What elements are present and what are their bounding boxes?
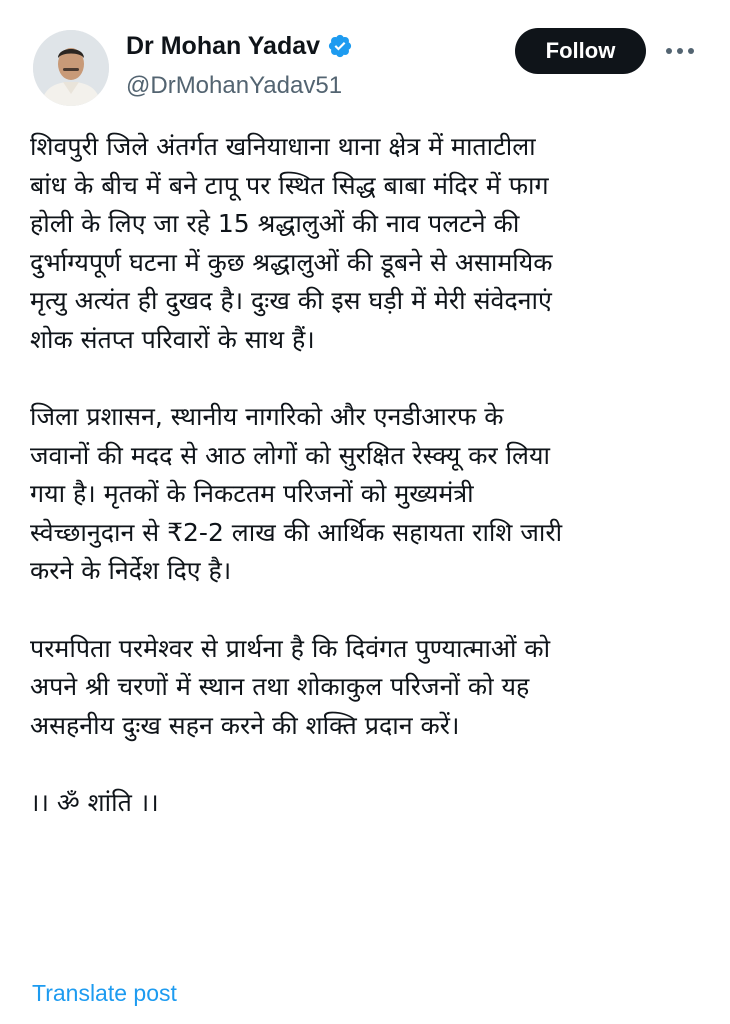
follow-button[interactable]: Follow — [515, 28, 646, 74]
author-display-name[interactable]: Dr Mohan Yadav — [126, 31, 321, 60]
avatar-image — [33, 30, 109, 106]
post-paragraph: ।। ॐ शांति ।। — [30, 788, 159, 817]
more-horizontal-icon — [665, 47, 695, 55]
author-name-row — [126, 28, 353, 64]
translate-post-link[interactable]: Translate post — [32, 980, 177, 1006]
post-paragraph: परमपिता परमेश्वर से प्रार्थना है कि दिवंगत पुण्यात्माओं को अपने श्री चरणों में स्थान तथा शोकाकुल परिजनों को यह असहनीय दुःख सहन करने की शक्ति प्रदान करें। — [30, 633, 551, 740]
post-text — [30, 128, 714, 823]
more-options-button[interactable] — [660, 34, 700, 68]
post-paragraph: शिवपुरी जिले अंतर्गत खनियाधाना थाना क्षेत्र में माताटीला बांध के बीच में बने टापू पर स्थित सिद्ध बाबा मंदिर में फाग होली के लिए जा रहे 15 श्रद्धालुओं की नाव पलटने की दुर्भाग्यपूर्ण घटना में कुछ श्रद्धालुओं की डूबने से असामयिक मृत्यु अत्यंत ही दुखद है। दुःख की इस घड़ी में मेरी संवेदनाएं शोक संतप्त परिवारों के साथ हैं। — [30, 132, 553, 354]
post-paragraph: जिला प्रशासन, स्थानीय नागरिको और एनडीआरफ के जवानों की मदद से आठ लोगों को सुरक्षित रेस्क्यू कर लिया गया है। मृतकों के निकटतम परिजनों को मुख्यमंत्री स्वेच्छानुदान से ₹2-2 लाख की आर्थिक सहायता राशि जारी करने के निर्देश दिए है। — [30, 402, 563, 585]
avatar[interactable] — [33, 30, 109, 106]
verified-badge-icon — [327, 33, 353, 59]
author-handle[interactable]: @DrMohanYadav51 — [126, 72, 343, 99]
post-header — [0, 0, 730, 120]
